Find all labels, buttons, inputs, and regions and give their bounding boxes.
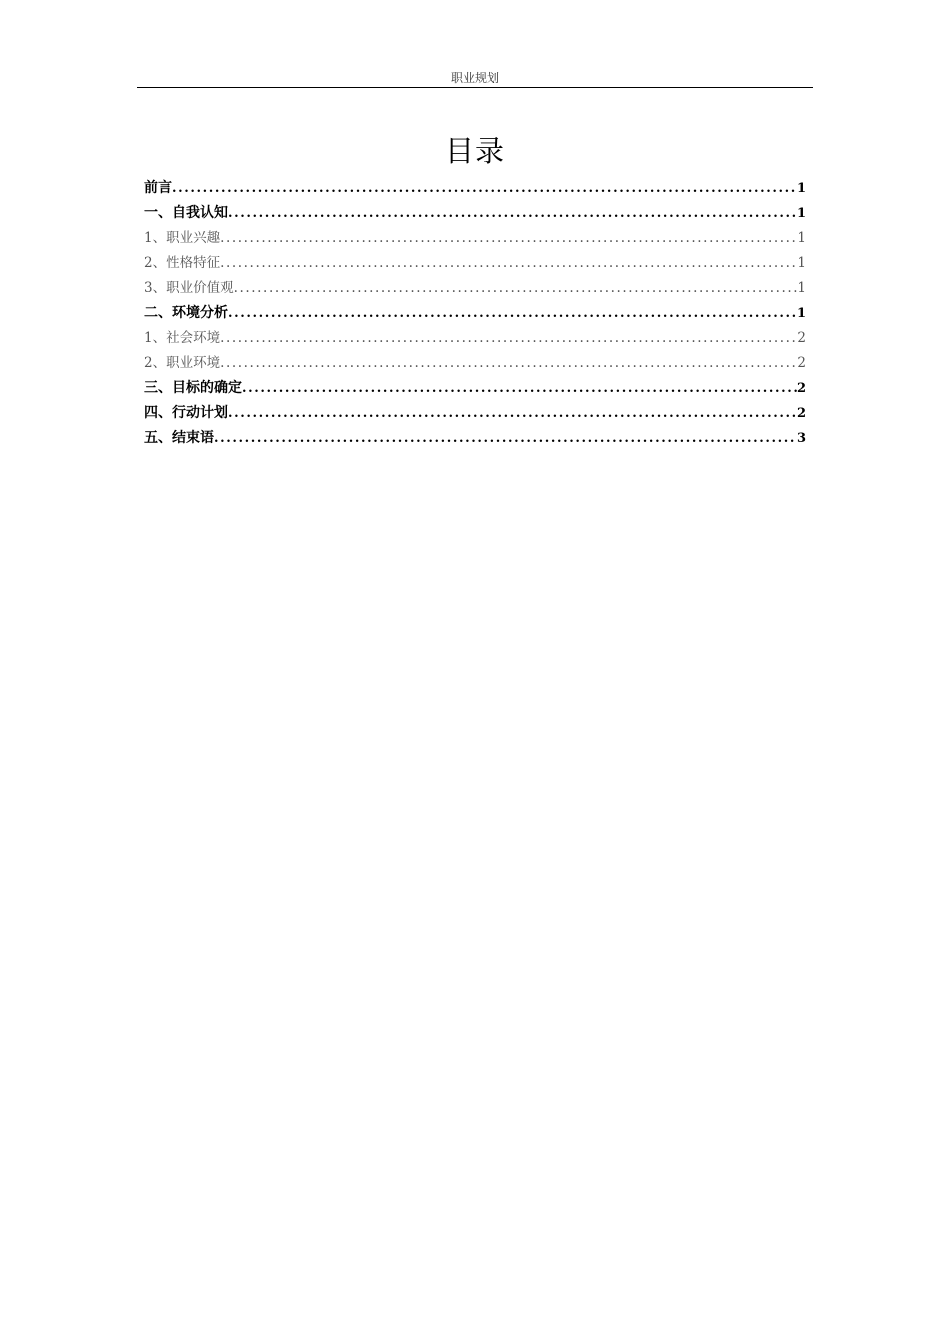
toc-entry-label: 二、环境分析 <box>144 305 228 321</box>
toc-entry-career-interest[interactable] <box>144 226 806 251</box>
toc-entry-label: 3、职业价值观 <box>144 280 234 296</box>
toc-page-number: 1 <box>796 206 806 221</box>
toc-page-number: 1 <box>796 306 806 321</box>
toc-page-number: 1 <box>797 280 806 296</box>
toc-page-number: 2 <box>796 406 806 421</box>
toc-dot-leader <box>242 376 797 401</box>
toc-page-number: 1 <box>797 230 806 246</box>
toc-page-number: 2 <box>797 330 806 346</box>
toc-page-number: 1 <box>796 181 806 196</box>
toc-entry-label: 一、自我认知 <box>144 205 228 221</box>
toc-dot-leader <box>228 301 797 326</box>
toc-page-number: 2 <box>796 381 806 396</box>
toc-entry-label: 三、目标的确定 <box>144 380 242 396</box>
toc-dot-leader <box>214 426 797 451</box>
table-of-contents <box>144 176 806 451</box>
toc-entry-action-plan[interactable] <box>144 401 806 426</box>
toc-entry-label: 2、职业环境 <box>144 355 221 371</box>
toc-dot-leader <box>220 226 797 251</box>
toc-entry-label: 2、性格特征 <box>144 255 221 271</box>
toc-entry-label: 四、行动计划 <box>144 405 228 421</box>
toc-entry-social-environment[interactable] <box>144 326 806 351</box>
toc-entry-career-environment[interactable] <box>144 351 806 376</box>
toc-entry-goal-setting[interactable] <box>144 376 806 401</box>
toc-entry-career-values[interactable] <box>144 276 806 301</box>
toc-dot-leader <box>220 326 797 351</box>
toc-title: 目录 <box>444 134 505 168</box>
toc-entry-environment-analysis[interactable] <box>144 301 806 326</box>
toc-dot-leader <box>172 176 797 201</box>
toc-dot-leader <box>220 251 797 276</box>
toc-dot-leader <box>234 276 798 301</box>
header-title: 职业规划 <box>450 71 499 85</box>
toc-entry-personality[interactable] <box>144 251 806 276</box>
toc-dot-leader <box>228 201 797 226</box>
toc-entry-self-awareness[interactable] <box>144 201 806 226</box>
toc-entry-conclusion[interactable] <box>144 426 806 451</box>
toc-entry-preface[interactable] <box>144 176 806 201</box>
toc-page-number: 3 <box>796 431 806 446</box>
toc-page-number: 2 <box>797 355 806 371</box>
toc-entry-label: 1、职业兴趣 <box>144 230 221 246</box>
toc-dot-leader <box>228 401 797 426</box>
toc-entry-label: 1、社会环境 <box>144 330 221 346</box>
toc-dot-leader <box>220 351 797 376</box>
toc-entry-label: 前言 <box>144 180 172 196</box>
page-header <box>137 70 813 88</box>
toc-entry-label: 五、结束语 <box>144 430 214 446</box>
toc-page-number: 1 <box>797 255 806 271</box>
